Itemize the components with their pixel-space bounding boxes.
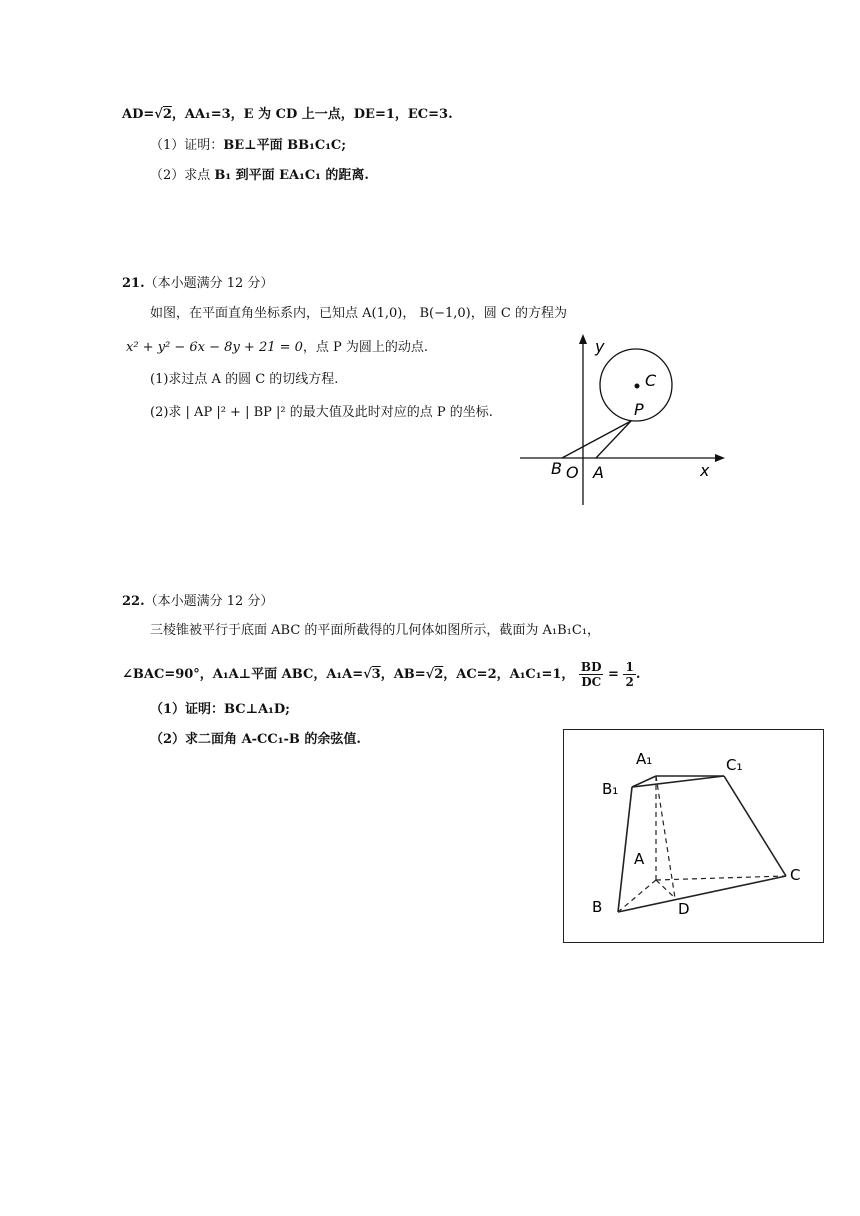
label-p: P	[634, 400, 644, 419]
p22-q2: （2）求二面角 A-CC₁-B 的余弦值.	[150, 732, 361, 747]
p20-line1	[122, 106, 453, 124]
p22-cond-c: ，AC=2，A₁C₁=1，	[443, 667, 575, 682]
label-o: O	[566, 463, 579, 482]
p22-cond-b: ，AB=	[380, 667, 426, 682]
equals-sign: =	[608, 667, 619, 682]
p21-equation-tail: ，点 P 为圆上的动点.	[302, 340, 429, 355]
p20-line1-rest: ，AA₁=3，E 为 CD 上一点，DE=1，EC=3.	[171, 107, 453, 122]
fraction-one-half: $\frac{1}{2}$	[625, 660, 634, 689]
frustum-figure	[564, 730, 823, 942]
label-a1: A₁	[636, 750, 653, 768]
label-a: A	[634, 850, 645, 868]
p20-q1-body: BE⊥平面 BB₁C₁C;	[223, 138, 347, 153]
circle-equation: x² + y² − 6x − 8y + 21 = 0	[126, 340, 303, 355]
label-b: B	[592, 898, 603, 916]
segment-ad	[656, 880, 675, 898]
label-a: A	[593, 463, 604, 482]
segment-ap	[596, 421, 631, 458]
p20-q2-body: B₁ 到平面 EA₁C₁ 的距离.	[214, 168, 369, 183]
p22-cond-end: .	[635, 667, 641, 682]
p22-number: 22.	[122, 594, 145, 609]
sqrt-2: √2	[154, 107, 172, 122]
edge-bc	[618, 876, 786, 912]
label-c: C	[645, 371, 657, 390]
coordinate-figure	[515, 330, 735, 510]
p21-intro: 如图，在平面直角坐标系内，已知点 A(1,0)， B(−1,0)，圆 C 的方程为	[150, 306, 567, 321]
p21-equation-line	[126, 339, 428, 357]
edge-c1c	[724, 776, 786, 876]
p21-q2: (2)求 | AP |² + | BP |² 的最大值及此时对应的点 P 的坐标.	[150, 405, 493, 420]
fraction-bd-dc: $\frac{BD}{DC}$	[580, 660, 602, 689]
edge-b1b	[618, 787, 632, 912]
sqrt-3: √3	[363, 667, 381, 682]
p20-q1-prefix: （1）证明：	[150, 138, 224, 153]
label-c: C	[790, 866, 801, 884]
label-c1: C₁	[726, 756, 743, 774]
p22-heading	[122, 593, 273, 611]
p22-q1: （1）证明：BC⊥A₁D;	[150, 702, 290, 717]
label-y: y	[595, 337, 605, 356]
center-point	[635, 384, 640, 389]
label-b: B	[551, 459, 562, 478]
x-axis-arrow	[715, 454, 725, 462]
p22-cond-a: ∠BAC=90°，A₁A⊥平面 ABC，A₁A=	[122, 667, 364, 682]
p21-number: 21.	[122, 276, 145, 291]
segment-bp	[562, 421, 631, 458]
label-x: x	[700, 461, 710, 480]
p22-score: （本小题满分 12 分）	[144, 594, 274, 609]
label-d: D	[678, 900, 690, 918]
p21-score: （本小题满分 12 分）	[144, 276, 274, 291]
y-axis-arrow	[579, 334, 587, 344]
p21-q1: (1)求过点 A 的圆 C 的切线方程.	[150, 372, 339, 387]
label-b1: B₁	[602, 780, 619, 798]
frustum-figure-frame	[563, 729, 824, 943]
p22-conditions	[122, 660, 640, 689]
p20-q1	[150, 137, 346, 155]
p22-intro: 三棱锥被平行于底面 ABC 的平面所截得的几何体如图所示，截面为 A₁B₁C₁，	[150, 623, 601, 638]
p21-heading	[122, 275, 273, 293]
p20-ad-label: AD=	[122, 107, 155, 122]
sqrt-2b: √2	[425, 667, 444, 682]
p20-q2	[150, 167, 369, 185]
p20-q2-prefix: （2）求点	[150, 168, 215, 183]
